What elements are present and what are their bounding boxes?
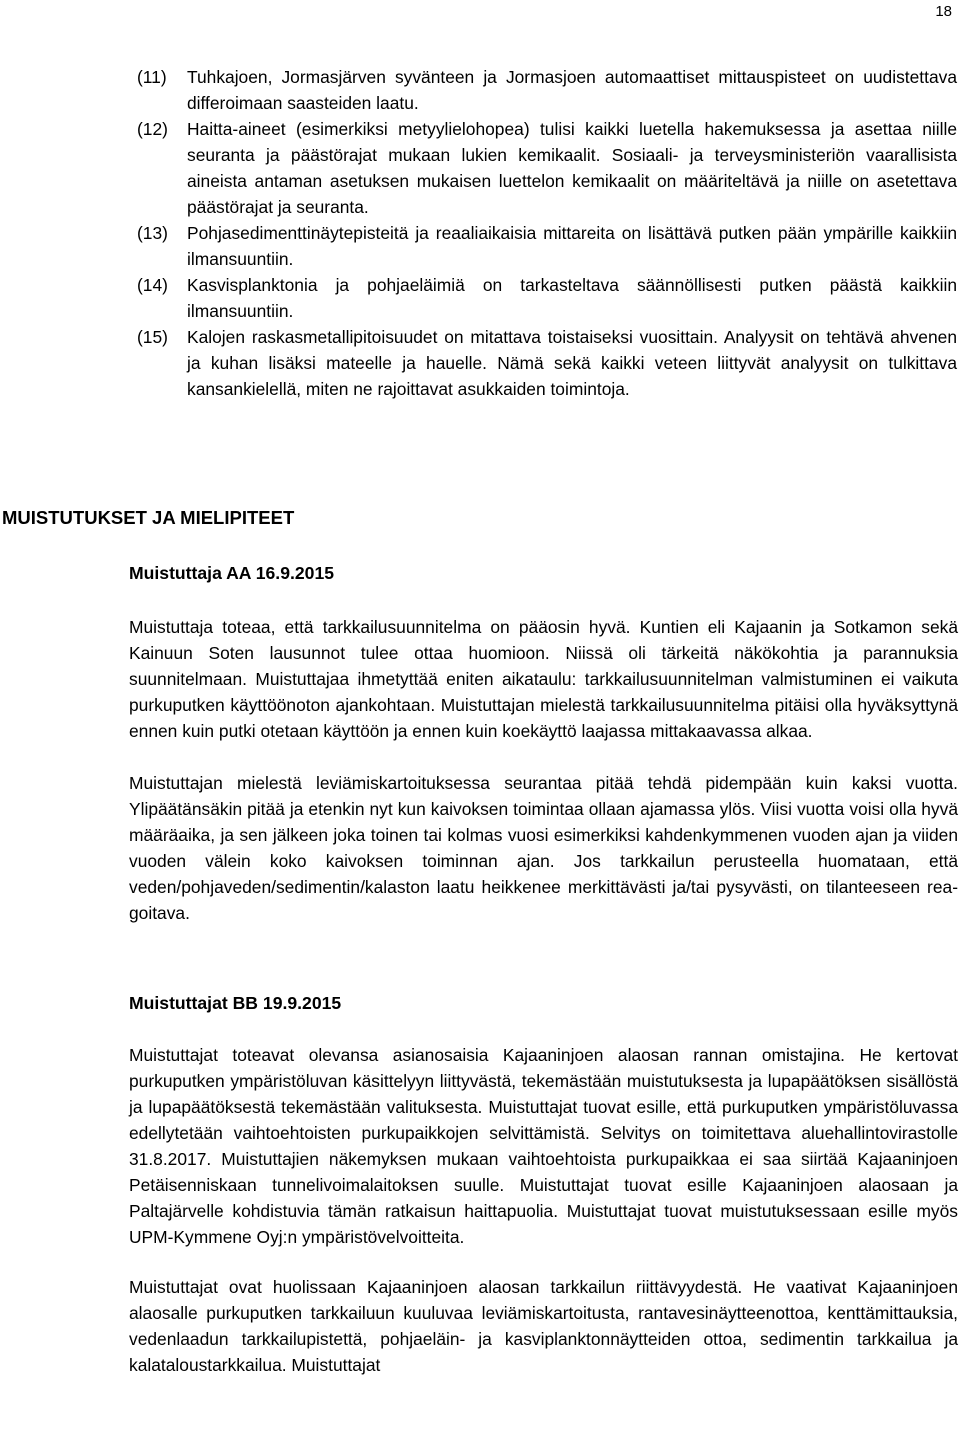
list-item-text: Kasvisplanktonia ja pohjaeläimiä on tarkasteltava säännöllisesti putken päästä kaikkiin ilmansuuntiin.: [187, 275, 957, 321]
list-item: [137, 272, 957, 324]
list-item: [137, 324, 957, 402]
list-item: [137, 116, 957, 220]
objections-body: [129, 560, 958, 1378]
list-item-number: (13): [137, 223, 168, 243]
list-item: [137, 220, 957, 272]
list-item-text: Pohjasedimenttinäytepisteitä ja reaaliaikaisia mittareita on lisättävä putken pään ympärille kaikkiin ilmansuuntiin.: [187, 223, 957, 269]
list-item-number: (15): [137, 327, 168, 347]
objector-aa-paragraph: Muistuttaja toteaa, että tarkkailusuunnitelma on pääosin hyvä. Kuntien eli Kajaanin ja Sotkamon sekä Kainuun Soten lausunnot tulee ottaa huomioon. Niissä oli tärkeitä näkökohtia ja parannuksia suunnitelmaan. Muistuttajaa ihmetyttää eniten aikataulu: tarkkailusuunnitelman valmistuminen ei vaikuta purkuputken käyttöönoton ajankohtaan. Muistuttajan mielestä tarkkailusuunnitelma pitäisi olla hyväksyttynä ennen kuin putki otetaan käyttöön ja ennen kuin koekäyttö laajassa mittakaavassa alkaa.: [129, 617, 958, 741]
objector-bb-heading: Muistuttajat BB 19.9.2015: [129, 993, 342, 1013]
list-item-text: Haitta-aineet (esimerkiksi metyylielohopea) tulisi kaikki luetella hakemuksessa ja asettaa niille seuranta ja päästörajat mukaan lukien kemikaalit. Sosiaali- ja terveysministeriön vaarallisista aineista antaman asetuksen mukaisen luettelon kemikaalit on määriteltävä ja niille on asetettava päästörajat ja seuranta.: [187, 119, 957, 217]
list-item-number: (14): [137, 275, 168, 295]
objector-bb-paragraph: Muistuttajat ovat huolissaan Kajaaninjoen alaosan tarkkailun riittävyydestä. He vaativat Kajaaninjoen alaosalle purkuputken tarkkailuun kuuluvaa leviämiskartoitusta, rantavesinäytteenottoa, kenttämittauksia, vedenlaadun tarkkailupistettä, pohjaeläin- ja kasviplanktonnäytteiden ottoa, sedimentin tarkkailua ja kalataloustarkkailua. Muistuttajat: [129, 1277, 958, 1375]
list-item-text: Kalojen raskasmetallipitoisuudet on mitattava toistaiseksi vuosittain. Analyysit on tehtävä ahvenen ja kuhan lisäksi mateelle ja hauelle. Nämä sekä kaikki veteen liittyvät analyysit on tulkittava kansankielellä, miten ne rajoittavat asukkaiden toimintoja.: [187, 327, 957, 399]
section-heading: MUISTUTUKSET JA MIELIPITEET: [2, 507, 295, 528]
page-number: 18: [935, 3, 952, 20]
objector-aa-paragraph: Muistuttajan mielestä leviämiskartoituksessa seurantaa pitää tehdä pidempään kuin kaksi vuotta. Ylipäätänsäkin pitää ja etenkin nyt kun kaivoksen toimintaa ollaan ajamassa ylös. Viisi vuotta voisi olla hyvä määräaika, ja sen jälkeen joka toinen tai kolmas vuosi esimerkiksi kahdenkymmenen vuoden ajan ja viiden vuoden välein koko kaivoksen toiminnan ajan. Jos tarkkailun perusteella huomataan, että veden/pohjaveden/sedimentin/kalaston laatu heikkenee merkittävästi ja/tai pysyvästi, on tilanteeseen reagoitava.: [129, 773, 958, 923]
objector-aa-heading: Muistuttaja AA 16.9.2015: [129, 563, 335, 583]
requirements-list: [137, 64, 957, 402]
list-item-number: (12): [137, 119, 168, 139]
list-item-text: Tuhkajoen, Jormasjärven syvänteen ja Jormasjoen automaattiset mittauspisteet on uudistettava differoimaan saasteiden laatu.: [187, 67, 957, 113]
list-item-number: (11): [137, 67, 167, 87]
list-item: [137, 64, 957, 116]
objector-bb-paragraph: Muistuttajat toteavat olevansa asianosaisia Kajaaninjoen alaosan rannan omistajina. He kertovat purkuputken ympäristöluvan käsittelyyn liittyvästä, tekemästään muistutuksesta ja lupapäätöksen sisällöstä ja lupapäätöksestä tekemästään valituksesta. Muistuttajat tuovat esille, että purkuputken ympäristöluvassa edellytetään vaihtoehtoisten purkupaikkojen selvittämistä. Selvitys on toimitettava aluehallintovirastolle 31.8.2017. Muistuttajien näkemyksen mukaan vaihtoehtoista purkupaikkaa ei saa siirtää Kajaaninjoen Petäisenniskaan tunnelivoimalaitoksen suulle. Muistuttajat tuovat esille Kajaaninjoen alaosaan ja Paltajärvelle kohdistuvia tämän ratkaisun haittapuolia. Muistuttajat tuovat muistutuksessaan esille myös UPM-Kymmene Oyj:n ympäristövelvoitteita.: [129, 1045, 958, 1247]
